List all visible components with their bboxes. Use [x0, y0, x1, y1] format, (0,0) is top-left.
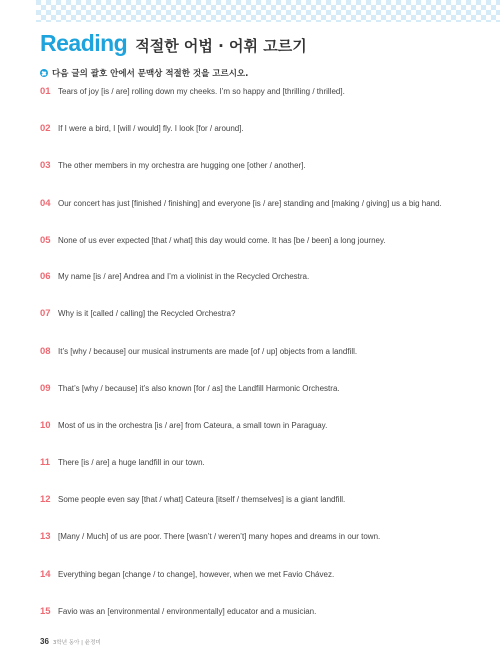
question-text: Everything began [change / to change], however, when we met Favio Chávez.: [58, 570, 335, 579]
question-item: [40, 346, 480, 357]
question-number: 02: [40, 123, 51, 134]
question-item: [40, 123, 480, 134]
question-item: [40, 606, 480, 617]
question-item: [40, 383, 480, 394]
question-item: [40, 494, 480, 505]
question-text: None of us ever expected [that / what] this day would come. It has [be / been] a long journey.: [58, 236, 386, 245]
question-number: 14: [40, 569, 51, 580]
question-number: 05: [40, 235, 51, 246]
question-item: [40, 271, 480, 282]
instruction-text: 다음 글의 괄호 안에서 문맥상 적절한 것을 고르시오.: [52, 69, 249, 79]
footer-book-label: 3학년 동아 | 윤정미: [52, 640, 101, 646]
question-item: [40, 531, 480, 542]
question-number: 08: [40, 346, 51, 357]
question-text: Most of us in the orchestra [is / are] from Cateura, a small town in Paraguay.: [58, 421, 328, 430]
section-subtitle: 적절한 어법 · 어휘 고르기: [135, 37, 307, 55]
question-item: [40, 457, 480, 468]
question-text: Tears of joy [is / are] rolling down my cheeks. I’m so happy and [thrilling / thrilled].: [58, 87, 345, 96]
question-text: Favio was an [environmental / environmentally] educator and a musician.: [58, 607, 317, 616]
question-text: Why is it [called / calling] the Recycled Orchestra?: [58, 309, 236, 318]
question-text: Some people even say [that / what] Cateura [itself / themselves] is a giant landfill.: [58, 495, 346, 504]
page-footer: [40, 637, 101, 646]
decorative-header-band: [36, 0, 500, 22]
question-number: 11: [40, 457, 51, 468]
question-item: [40, 308, 480, 319]
question-text: It’s [why / because] our musical instruments are made [of / up] objects from a landfill.: [58, 347, 358, 356]
question-item: [40, 420, 480, 431]
question-number: 15: [40, 606, 51, 617]
question-item: [40, 235, 480, 246]
question-item: [40, 569, 480, 580]
question-text: [Many / Much] of us are poor. There [wasn’t / weren’t] many hopes and dreams in our town.: [58, 532, 381, 541]
question-number: 07: [40, 308, 51, 319]
question-text: The other members in my orchestra are hugging one [other / another].: [58, 161, 306, 170]
section-title: Reading: [40, 30, 128, 56]
question-number: 12: [40, 494, 51, 505]
question-item: [40, 160, 480, 171]
question-item: [40, 198, 480, 209]
question-number: 10: [40, 420, 51, 431]
question-number: 06: [40, 271, 51, 282]
instruction-line: [40, 67, 248, 79]
question-number: 04: [40, 198, 51, 209]
question-text: There [is / are] a huge landfill in our town.: [58, 458, 205, 467]
question-text: If I were a bird, I [will / would] fly. I look [for / around].: [58, 124, 244, 133]
question-number: 09: [40, 383, 51, 394]
question-item: [40, 86, 480, 97]
question-number: 03: [40, 160, 51, 171]
question-text: That’s [why / because] it’s also known [for / as] the Landfill Harmonic Orchestra.: [58, 384, 340, 393]
question-text: Our concert has just [finished / finishing] and everyone [is / are] standing and [making / giving] us a big hand.: [58, 199, 442, 208]
question-number: 13: [40, 531, 51, 542]
page-number: 36: [40, 637, 49, 646]
question-number: 01: [40, 86, 51, 97]
section-heading: [40, 30, 307, 57]
question-text: My name [is / are] Andrea and I’m a violinist in the Recycled Orchestra.: [58, 272, 310, 281]
cross-bullet-icon: [40, 69, 48, 77]
